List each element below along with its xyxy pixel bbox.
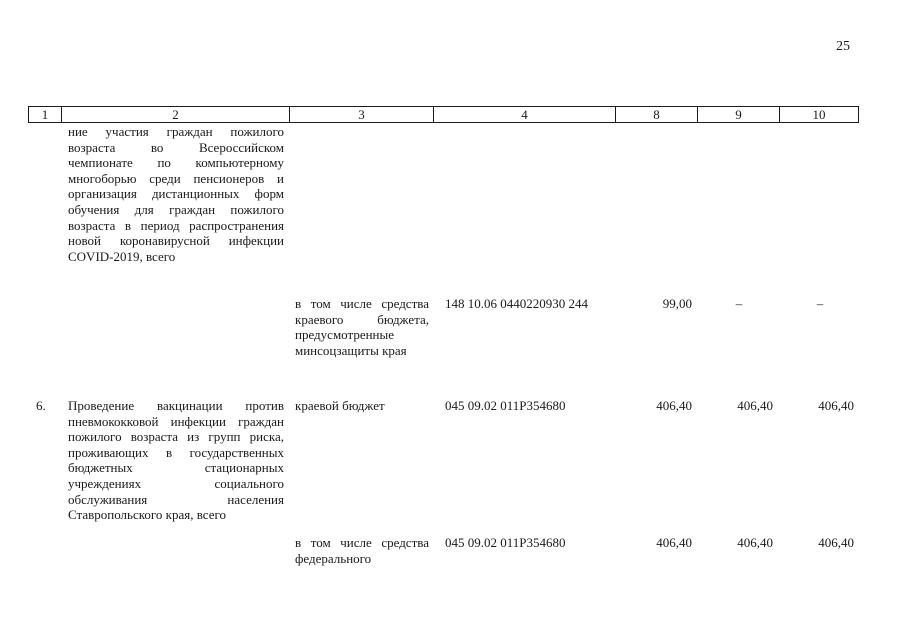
item-6-source-row-1: краевой бюджет bbox=[295, 398, 385, 413]
item-6-col10-row-2: 406,40 bbox=[818, 535, 854, 550]
item-6-col9-row-1: 406,40 bbox=[737, 398, 773, 413]
continued-item-description: ние участия граждан пожилого возраста во Всероссийском чемпионате по компьютерному многоборью среди пенсионеров и организация дистанционных форм обучения для граждан пожилого возраста в период распространения новой коронавирусной инфекции COVID-2019, всего bbox=[68, 124, 284, 264]
item-6-col8-row-1: 406,40 bbox=[656, 398, 692, 413]
continued-item-code: 148 10.06 0440220930 244 bbox=[445, 296, 588, 311]
continued-item-col9: – bbox=[735, 296, 743, 311]
page-number: 25 bbox=[836, 39, 850, 54]
header-col-9: 9 bbox=[697, 106, 780, 123]
item-6-col8-row-2: 406,40 bbox=[656, 535, 692, 550]
continued-item-col10: – bbox=[816, 296, 824, 311]
item-6-description: Проведение вакцинации против пневмококковой инфекции граждан пожилого возраста из групп риска, проживающих в государственных бюджетных стационарных учреждениях социального обслуживания населения Ставропольского края, всего bbox=[68, 398, 284, 523]
header-col-10: 10 bbox=[779, 106, 859, 123]
item-6-source-row-2: в том числе средства федерального bbox=[295, 535, 429, 566]
header-col-8: 8 bbox=[615, 106, 698, 123]
header-col-4: 4 bbox=[433, 106, 616, 123]
continued-item-source: в том числе средства краевого бюджета, предусмотренные минсоцзащиты края bbox=[295, 296, 429, 358]
item-6-code-row-1: 045 09.02 011Р354680 bbox=[445, 398, 566, 413]
item-6-number: 6. bbox=[36, 398, 46, 413]
continued-item-col8: 99,00 bbox=[662, 296, 692, 311]
item-6-code-row-2: 045 09.02 011Р354680 bbox=[445, 535, 566, 550]
header-col-2: 2 bbox=[61, 106, 290, 123]
item-6-col9-row-2: 406,40 bbox=[737, 535, 773, 550]
header-col-3: 3 bbox=[289, 106, 434, 123]
item-6-col10-row-1: 406,40 bbox=[818, 398, 854, 413]
header-col-1: 1 bbox=[28, 106, 62, 123]
